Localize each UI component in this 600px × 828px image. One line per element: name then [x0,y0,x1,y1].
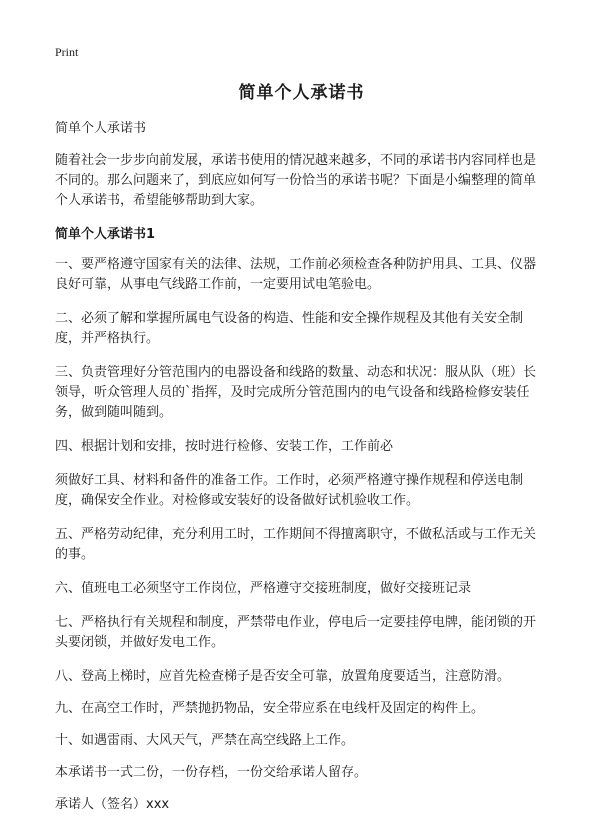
commitment-item: 四、根据计划和安排，按时进行检修、安装工作，工作前必 [55,439,394,454]
commitment-item: 六、值班电工必须坚守工作岗位，严格遵守交接班制度，做好交接班记录 [55,581,472,596]
commitment-item: 九、在高空工作时，严禁抛扔物品，安全带应系在电线杆及固定的构件上。 [55,701,485,716]
section-heading: 简单个人承诺书1 [55,227,156,242]
commitment-item: 五、严格劳动纪律，充分利用工时，工作期间不得擅离职守，不做私活或与工作无关的事。 [55,527,537,562]
commitment-item: 八、登高上梯时，应首先检查梯子是否安全可靠，放置角度要适当，注意防滑。 [55,669,511,684]
commitment-item: 三、负责管理好分管范围内的电器设备和线路的数量、动态和状况：服从队（班）长领导，听众管理人员的`指挥，及时完成所分管范围内的电气设备和线路检修安装任务，做到随叫随到。 [55,365,537,420]
commitment-item: 须做好工具、材料和备件的准备工作。工作时，必须严格遵守操作规程和停送电制度，确保安全作业。对检修或安装好的设备做好试机验收工作。 [55,473,524,508]
intro-paragraph: 随着社会一步步向前发展，承诺书使用的情况越来越多，不同的承诺书内容同样也是不同的。那么问题来了，到底应如何写一份恰当的承诺书呢？下面是小编整理的简单个人承诺书，希望能够帮助到大家。 [55,153,537,208]
commitment-item: 二、必须了解和掌握所属电气设备的构造、性能和安全操作规程及其他有关安全制度，并严格执行。 [55,311,524,346]
signature-line: 承诺人（签名）xxx [55,797,170,812]
commitment-item: 十、如遇雷雨、大风天气，严禁在高空线路上工作。 [55,733,355,748]
commitment-item: 一、要严格遵守国家有关的法律、法规，工作前必须检查各种防护用具、工具、仪器良好可靠，从事电气线路工作前，一定要用试电笔验电。 [55,257,537,292]
commitment-items [55,255,548,783]
closing-note: 本承诺书一式二份，一份存档，一份交给承诺人留存。 [55,765,368,780]
subtitle-line: 简单个人承诺书 [55,121,147,136]
commitment-item: 七、严格执行有关规程和制度，严禁带电作业，停电后一定要挂停电牌，能闭锁的开头要闭锁，并做好发电工作。 [55,615,537,650]
page-title: 简单个人承诺书 [238,83,365,103]
print-link[interactable]: Print [55,45,79,59]
